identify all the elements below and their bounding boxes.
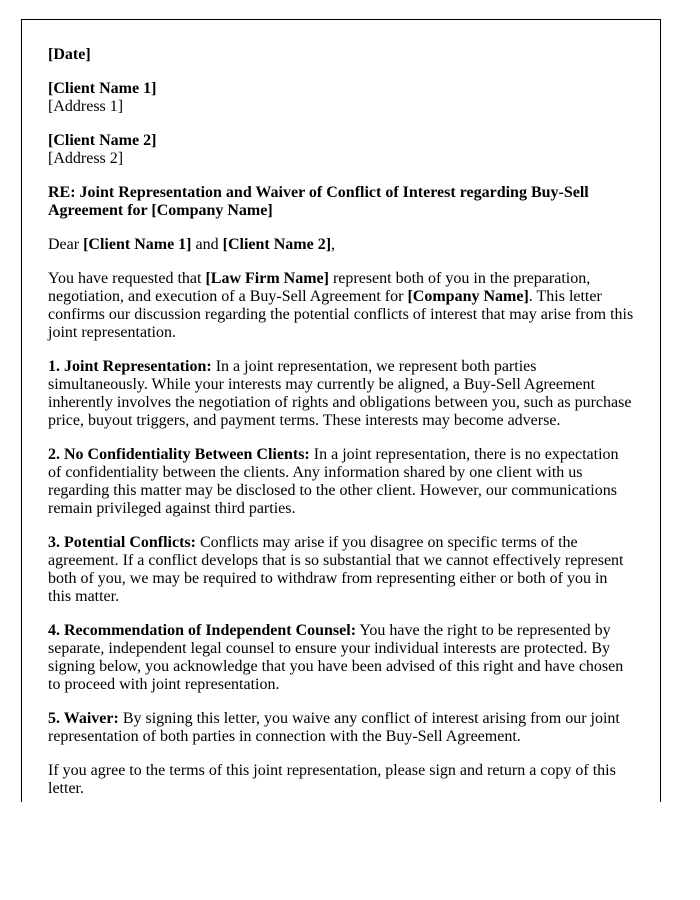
section-1-heading: 1. Joint Representation: [48,358,212,375]
section-4-heading: 4. Recommendation of Independent Counsel: [48,622,357,639]
subject-line: RE: Joint Representation and Waiver of Conflict of Interest regarding Buy-Sell Agreement for [Company Name] [48,184,589,219]
section-4-body: You have the right to be represented by separate, independent legal counsel to ensure your individual interests are protected. By signing below, you acknowledge that you have been advised of this right and have chosen to proceed with joint representation. [48,622,624,693]
recipient-2-address: [Address 2] [48,150,124,167]
intro-pre: You have requested that [48,270,206,287]
recipient-1-block [48,80,634,116]
section-independent-counsel [48,622,634,694]
section-2-heading: 2. No Confidentiality Between Clients: [48,446,310,463]
section-joint-representation [48,358,634,430]
intro-post: . This letter confirms our discussion regarding the potential conflicts of interest that may arise from this joint representation. [48,288,634,341]
section-1-body: In a joint representation, we represent both parties simultaneously. While your interests may currently be aligned, a Buy-Sell Agreement inherently involves the negotiation of rights and obligations between you, such as purchase price, buyout triggers, and payment terms. These interests may become adverse. [48,358,632,429]
letter-page [21,19,661,802]
intro-paragraph [48,270,634,342]
section-5-heading: 5. Waiver: [48,710,119,727]
salutation-mid: and [191,236,223,253]
salutation-client-1: [Client Name 1] [83,236,192,253]
salutation-pre: Dear [48,236,84,253]
section-no-confidentiality [48,446,634,518]
section-waiver [48,710,634,746]
recipient-2-block [48,132,634,168]
section-3-body: Conflicts may arise if you disagree on specific terms of the agreement. If a conflict develops that is so substantial that we cannot effectively represent both of you, we may be required to withdraw from representing either or both of you in this matter. [48,534,624,605]
closing-paragraph: If you agree to the terms of this joint representation, please sign and return a copy of this letter. [48,762,616,797]
company-name: [Company Name] [407,288,529,305]
date-line: [Date] [48,46,91,63]
section-5-body: By signing this letter, you waive any conflict of interest arising from our joint representation of both parties in connection with the Buy-Sell Agreement. [48,710,620,745]
recipient-1-name: [Client Name 1] [48,80,157,97]
law-firm-name: [Law Firm Name] [205,270,329,287]
section-3-heading: 3. Potential Conflicts: [48,534,196,551]
salutation [48,236,634,254]
recipient-2-name: [Client Name 2] [48,132,157,149]
salutation-post: , [331,236,336,253]
recipient-1-address: [Address 1] [48,98,124,115]
intro-mid: represent both of you in the preparation, negotiation, and execution of a Buy-Sell Agreement for [48,270,591,305]
section-2-body: In a joint representation, there is no expectation of confidentiality between the clients. Any information shared by one client with us regarding this matter may be disclosed to the other client. However, our communications remain privileged against third parties. [48,446,619,517]
salutation-client-2: [Client Name 2] [222,236,332,253]
section-potential-conflicts [48,534,634,606]
